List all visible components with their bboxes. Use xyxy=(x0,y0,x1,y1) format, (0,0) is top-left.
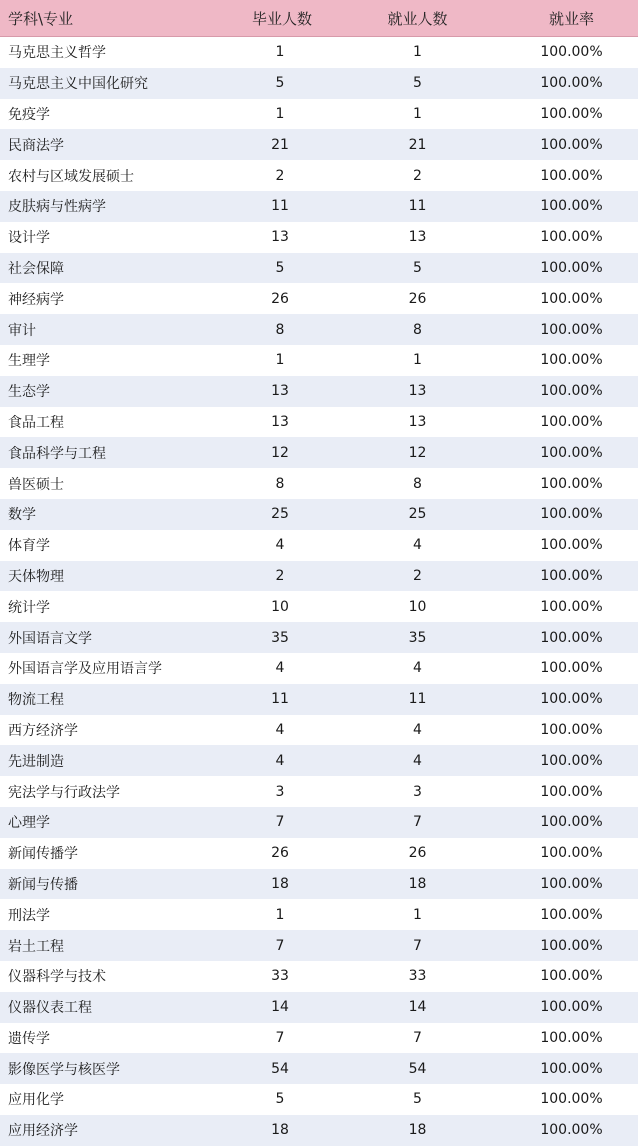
cell-employment-rate: 100.00% xyxy=(540,44,603,61)
table-row xyxy=(0,222,638,253)
cell-employed: 3 xyxy=(413,783,422,800)
table-row xyxy=(0,37,638,68)
cell-major: 先进制造 xyxy=(8,753,64,770)
cell-employment-rate: 100.00% xyxy=(540,1060,603,1077)
cell-major: 马克思主义哲学 xyxy=(8,45,106,62)
cell-employed: 54 xyxy=(408,1060,427,1077)
cell-graduates: 13 xyxy=(271,383,289,400)
cell-employment-rate: 100.00% xyxy=(540,906,603,923)
cell-employment-rate: 100.00% xyxy=(540,1091,603,1108)
cell-employed: 8 xyxy=(413,321,422,338)
cell-graduates: 3 xyxy=(275,783,285,800)
cell-major: 应用化学 xyxy=(8,1092,64,1109)
cell-graduates: 4 xyxy=(275,660,285,677)
cell-employed: 2 xyxy=(413,167,422,184)
cell-employed: 13 xyxy=(408,383,427,400)
cell-employment-rate: 100.00% xyxy=(540,167,603,184)
table-row xyxy=(0,622,638,653)
table-row xyxy=(0,99,638,130)
cell-major: 仪器科学与技术 xyxy=(8,969,106,986)
cell-graduates: 12 xyxy=(271,444,289,461)
cell-employed: 13 xyxy=(408,413,427,430)
table-header-row xyxy=(0,0,638,37)
cell-employed: 1 xyxy=(413,105,422,122)
cell-major: 体育学 xyxy=(8,538,50,555)
cell-employment-rate: 100.00% xyxy=(540,136,603,153)
header-employment-rate: 就业率 xyxy=(548,9,594,28)
cell-employment-rate: 100.00% xyxy=(540,1122,603,1139)
cell-major: 仪器仪表工程 xyxy=(8,1000,92,1017)
cell-major: 神经病学 xyxy=(8,291,64,308)
cell-employment-rate: 100.00% xyxy=(540,968,603,985)
cell-employment-rate: 100.00% xyxy=(540,783,603,800)
cell-employment-rate: 100.00% xyxy=(540,475,603,492)
cell-employment-rate: 100.00% xyxy=(540,352,603,369)
cell-employed: 18 xyxy=(408,875,427,892)
table-body xyxy=(0,37,638,1146)
cell-graduates: 7 xyxy=(275,937,285,954)
cell-graduates: 26 xyxy=(271,290,289,307)
cell-graduates: 18 xyxy=(271,1122,289,1139)
cell-graduates: 4 xyxy=(275,752,285,769)
cell-employed: 7 xyxy=(413,1029,422,1046)
cell-major: 宪法学与行政法学 xyxy=(8,784,120,801)
cell-employment-rate: 100.00% xyxy=(540,937,603,954)
cell-employed: 26 xyxy=(408,845,427,862)
cell-graduates: 8 xyxy=(275,475,285,492)
table-row xyxy=(0,869,638,900)
cell-employed: 5 xyxy=(413,75,422,92)
cell-major: 物流工程 xyxy=(8,692,64,709)
cell-employment-rate: 100.00% xyxy=(540,721,603,738)
cell-major: 应用经济学 xyxy=(8,1123,78,1140)
header-major: 学科\专业 xyxy=(8,9,74,28)
table-row xyxy=(0,930,638,961)
cell-major: 皮肤病与性病学 xyxy=(8,199,106,216)
cell-graduates: 13 xyxy=(271,229,289,246)
cell-major: 新闻与传播 xyxy=(8,876,78,893)
cell-employed: 1 xyxy=(413,352,422,369)
table-row xyxy=(0,499,638,530)
table-row xyxy=(0,776,638,807)
cell-employed: 8 xyxy=(413,475,422,492)
table-row xyxy=(0,376,638,407)
cell-major: 社会保障 xyxy=(8,260,64,277)
cell-graduates: 7 xyxy=(275,814,285,831)
cell-graduates: 11 xyxy=(271,691,289,708)
cell-employment-rate: 100.00% xyxy=(540,444,603,461)
cell-graduates: 10 xyxy=(271,598,289,615)
table-row xyxy=(0,468,638,499)
table-row xyxy=(0,684,638,715)
table-row xyxy=(0,715,638,746)
table-row xyxy=(0,807,638,838)
cell-major: 遗传学 xyxy=(8,1030,50,1047)
cell-graduates: 18 xyxy=(271,875,289,892)
table-row xyxy=(0,191,638,222)
cell-employed: 10 xyxy=(408,598,427,615)
cell-employment-rate: 100.00% xyxy=(540,845,603,862)
cell-employed: 21 xyxy=(408,136,427,153)
table-row xyxy=(0,591,638,622)
cell-graduates: 33 xyxy=(271,968,289,985)
cell-graduates: 4 xyxy=(275,721,285,738)
table-row xyxy=(0,992,638,1023)
cell-employed: 26 xyxy=(408,290,427,307)
header-graduates: 毕业人数 xyxy=(251,9,312,28)
cell-major: 心理学 xyxy=(8,815,50,832)
cell-major: 数学 xyxy=(8,507,36,524)
cell-employed: 18 xyxy=(408,1122,427,1139)
cell-graduates: 1 xyxy=(275,105,285,122)
cell-employment-rate: 100.00% xyxy=(540,383,603,400)
cell-employment-rate: 100.00% xyxy=(540,1029,603,1046)
cell-major: 生理学 xyxy=(8,353,50,370)
cell-major: 外国语言文学 xyxy=(8,630,92,647)
cell-graduates: 1 xyxy=(275,352,285,369)
cell-graduates: 2 xyxy=(275,167,285,184)
cell-graduates: 13 xyxy=(271,413,289,430)
cell-employment-rate: 100.00% xyxy=(540,814,603,831)
cell-employment-rate: 100.00% xyxy=(540,660,603,677)
table-row xyxy=(0,899,638,930)
cell-major: 统计学 xyxy=(8,599,50,616)
table-row xyxy=(0,407,638,438)
cell-major: 外国语言学及应用语言学 xyxy=(8,661,162,678)
cell-employment-rate: 100.00% xyxy=(540,198,603,215)
cell-employment-rate: 100.00% xyxy=(540,537,603,554)
cell-employed: 12 xyxy=(408,444,427,461)
table-row xyxy=(0,1053,638,1084)
cell-employment-rate: 100.00% xyxy=(540,290,603,307)
cell-graduates: 1 xyxy=(275,906,285,923)
cell-graduates: 1 xyxy=(275,44,285,61)
cell-major: 天体物理 xyxy=(8,568,64,585)
cell-employed: 33 xyxy=(408,968,427,985)
table-row xyxy=(0,253,638,284)
cell-graduates: 14 xyxy=(271,999,289,1016)
cell-graduates: 25 xyxy=(271,506,289,523)
table-row xyxy=(0,129,638,160)
cell-employment-rate: 100.00% xyxy=(540,999,603,1016)
cell-graduates: 4 xyxy=(275,537,285,554)
table-row xyxy=(0,1023,638,1054)
cell-employment-rate: 100.00% xyxy=(540,691,603,708)
cell-major: 免疫学 xyxy=(8,106,50,123)
cell-employed: 25 xyxy=(408,506,427,523)
table-row xyxy=(0,561,638,592)
cell-major: 设计学 xyxy=(8,230,50,247)
cell-employed: 5 xyxy=(413,1091,422,1108)
cell-graduates: 5 xyxy=(275,259,285,276)
cell-employment-rate: 100.00% xyxy=(540,875,603,892)
cell-employed: 5 xyxy=(413,259,422,276)
cell-employment-rate: 100.00% xyxy=(540,598,603,615)
cell-employed: 4 xyxy=(413,752,422,769)
cell-employed: 2 xyxy=(413,567,422,584)
cell-employment-rate: 100.00% xyxy=(540,752,603,769)
table-row xyxy=(0,314,638,345)
table-row xyxy=(0,1084,638,1115)
cell-major: 审计 xyxy=(8,322,36,339)
cell-employment-rate: 100.00% xyxy=(540,629,603,646)
table-row xyxy=(0,68,638,99)
table-row xyxy=(0,437,638,468)
cell-major: 民商法学 xyxy=(8,137,64,154)
cell-graduates: 11 xyxy=(271,198,289,215)
cell-major: 食品工程 xyxy=(8,414,64,431)
cell-employed: 1 xyxy=(413,906,422,923)
table-row xyxy=(0,961,638,992)
cell-major: 马克思主义中国化研究 xyxy=(8,76,148,93)
cell-graduates: 54 xyxy=(271,1060,289,1077)
cell-employed: 4 xyxy=(413,721,422,738)
cell-major: 农村与区域发展硕士 xyxy=(8,168,134,185)
cell-major: 兽医硕士 xyxy=(8,476,64,493)
cell-graduates: 21 xyxy=(271,136,289,153)
table-row xyxy=(0,838,638,869)
cell-employed: 4 xyxy=(413,537,422,554)
cell-employed: 4 xyxy=(413,660,422,677)
table-row xyxy=(0,345,638,376)
cell-employed: 7 xyxy=(413,814,422,831)
cell-employed: 1 xyxy=(413,44,422,61)
table-row xyxy=(0,530,638,561)
cell-employed: 35 xyxy=(408,629,427,646)
table-row xyxy=(0,160,638,191)
table-row xyxy=(0,1115,638,1146)
cell-graduates: 26 xyxy=(271,845,289,862)
header-employed: 就业人数 xyxy=(387,9,448,28)
cell-employment-rate: 100.00% xyxy=(540,413,603,430)
cell-major: 西方经济学 xyxy=(8,722,78,739)
table-row xyxy=(0,653,638,684)
cell-employment-rate: 100.00% xyxy=(540,75,603,92)
cell-employed: 14 xyxy=(408,999,427,1016)
cell-employed: 7 xyxy=(413,937,422,954)
cell-major: 新闻传播学 xyxy=(8,846,78,863)
cell-employment-rate: 100.00% xyxy=(540,506,603,523)
cell-employed: 11 xyxy=(408,691,427,708)
cell-major: 岩土工程 xyxy=(8,938,64,955)
cell-graduates: 2 xyxy=(275,567,285,584)
cell-graduates: 7 xyxy=(275,1029,285,1046)
cell-graduates: 35 xyxy=(271,629,289,646)
cell-graduates: 5 xyxy=(275,75,285,92)
cell-graduates: 5 xyxy=(275,1091,285,1108)
cell-graduates: 8 xyxy=(275,321,285,338)
cell-employment-rate: 100.00% xyxy=(540,259,603,276)
cell-major: 生态学 xyxy=(8,384,50,401)
table-row xyxy=(0,745,638,776)
cell-employed: 11 xyxy=(408,198,427,215)
table-row xyxy=(0,283,638,314)
cell-major: 刑法学 xyxy=(8,907,50,924)
cell-major: 影像医学与核医学 xyxy=(8,1061,120,1078)
cell-employed: 13 xyxy=(408,229,427,246)
cell-major: 食品科学与工程 xyxy=(8,445,106,462)
cell-employment-rate: 100.00% xyxy=(540,105,603,122)
cell-employment-rate: 100.00% xyxy=(540,229,603,246)
cell-employment-rate: 100.00% xyxy=(540,567,603,584)
cell-employment-rate: 100.00% xyxy=(540,321,603,338)
